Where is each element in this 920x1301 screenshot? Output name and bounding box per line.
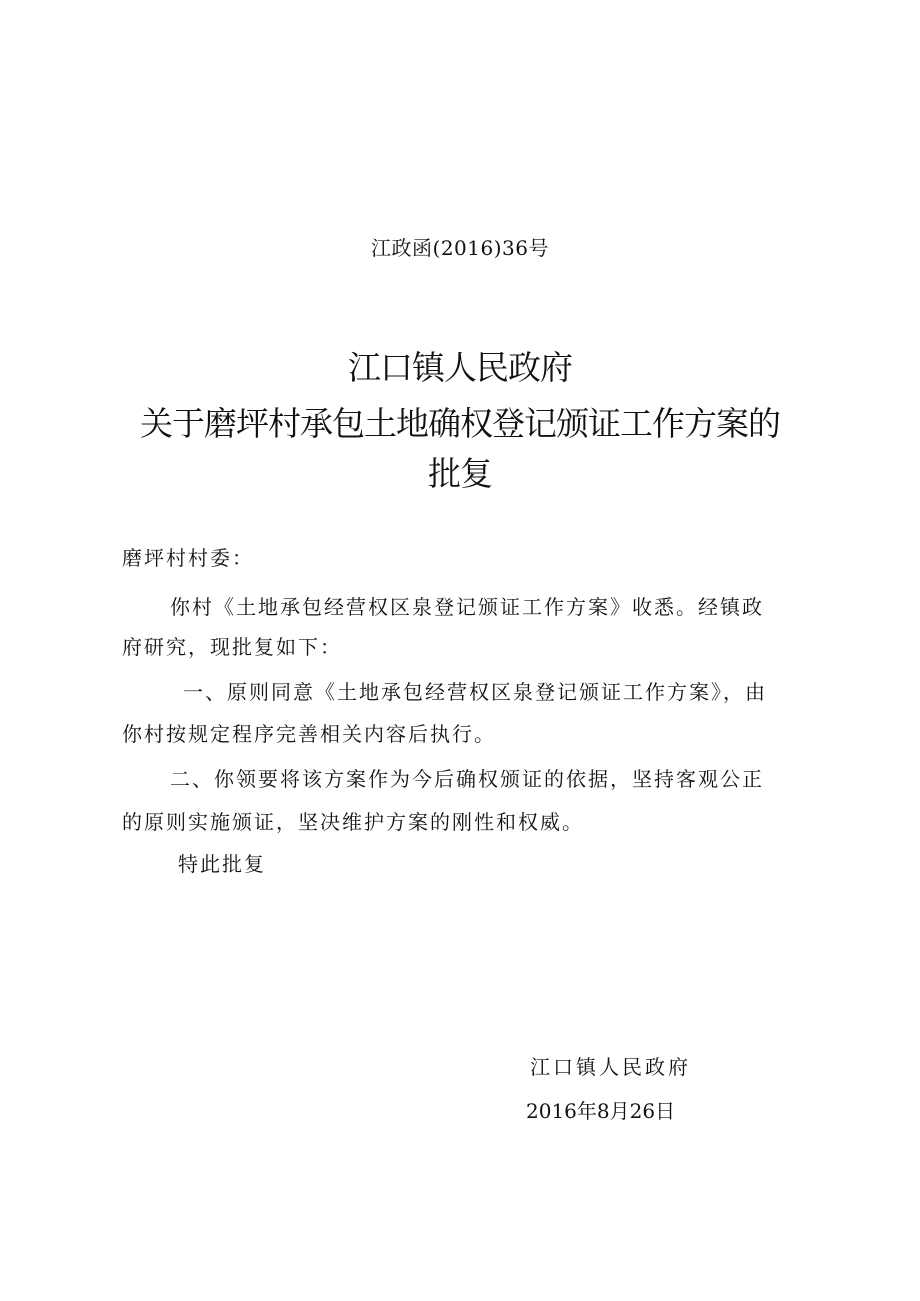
paragraph-1-line-1: 你村《土地承包经营权区泉登记颁证工作方案》收悉。经镇政 (170, 595, 764, 619)
signature-issuer: 江口镇人民政府 (530, 1055, 691, 1079)
paragraph-2-line-1: 一、原则同意《土地承包经营权区泉登记颁证工作方案》，由 (183, 680, 767, 704)
paragraph-2-line-2: 你村按规定程序完善相关内容后执行。 (122, 722, 496, 746)
document-number: 江政函(2016)36号 (371, 236, 549, 260)
signature-date: 2016年8月26日 (526, 1099, 676, 1123)
title-subject: 关于磨坪村承包土地确权登记颁证工作方案的 (140, 404, 780, 443)
title-type: 批复 (428, 454, 492, 493)
addressee: 磨坪村村委： (122, 546, 254, 570)
title-issuer: 江口镇人民政府 (348, 348, 572, 387)
closing-phrase: 特此批复 (178, 852, 266, 876)
paragraph-3-line-1: 二、你领要将该方案作为今后确权颁证的依据，坚持客观公正 (170, 767, 764, 791)
paragraph-1-line-2: 府研究，现批复如下： (122, 635, 342, 659)
paragraph-3-line-2: 的原则实施颁证，坚决维护方案的刚性和权威。 (122, 810, 584, 834)
